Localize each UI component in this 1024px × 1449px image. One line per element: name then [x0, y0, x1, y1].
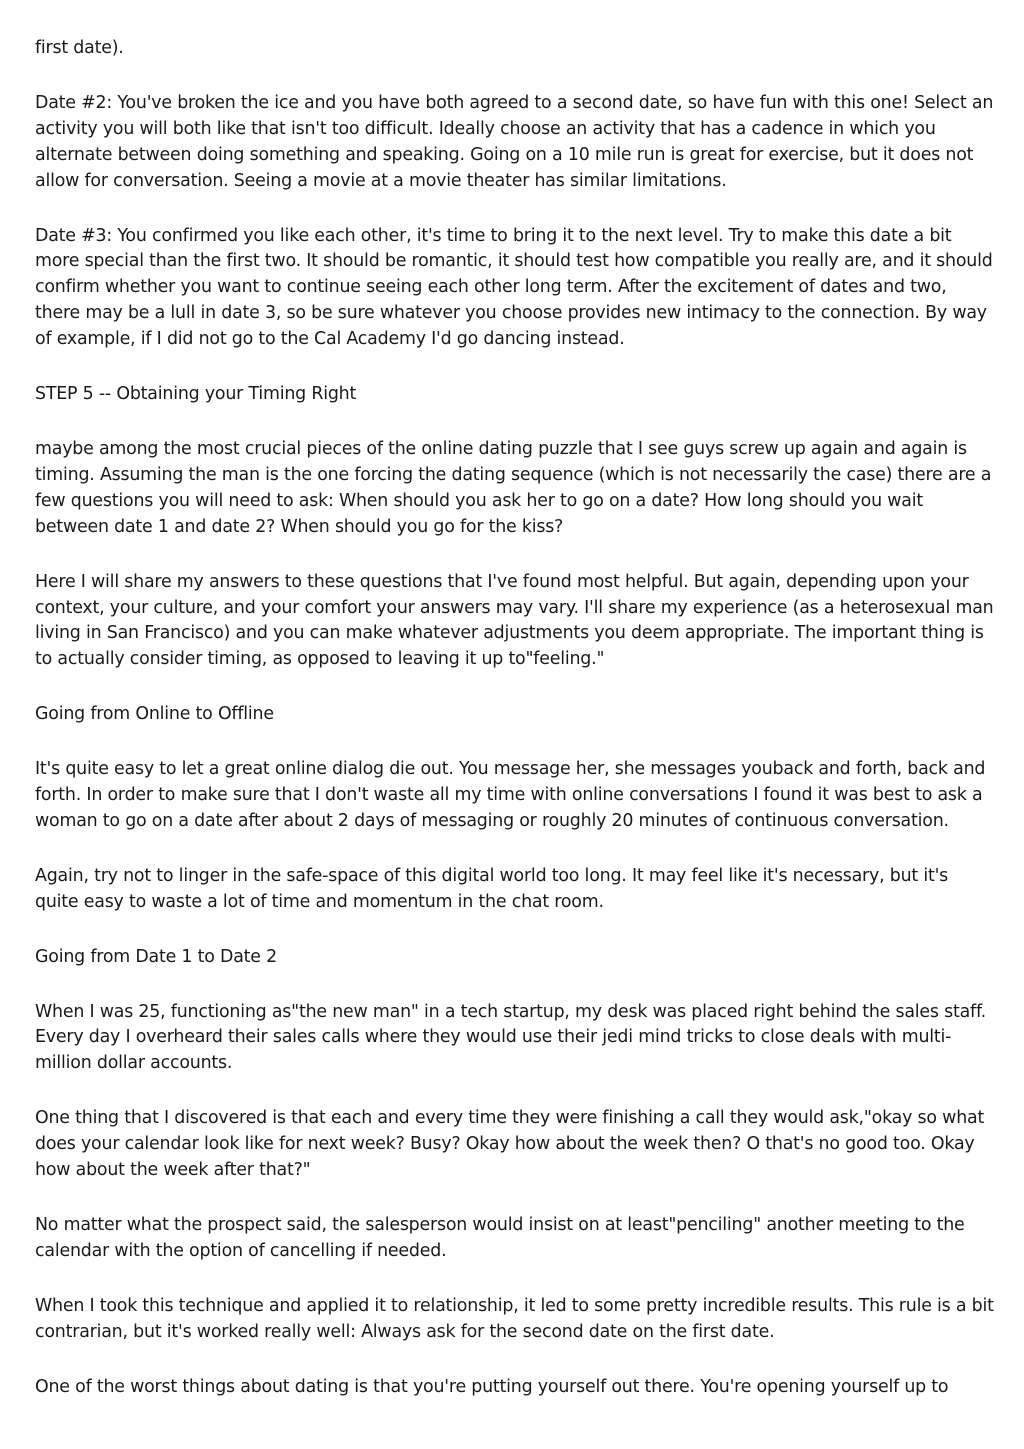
subheading-online-to-offline: Going from Online to Offline — [35, 704, 274, 725]
paragraph-tech-startup: When I was 25, functioning as"the new man" in a tech startup, my desk was placed right behind the sales staff. Every day I overheard their sales calls where they would use their jedi mind tricks to close deals with multi-million dollar accounts. — [35, 1001, 986, 1074]
paragraph-online-dialog: It's quite easy to let a great online dialog die out. You message her, she messages youback and forth, back and forth. In order to make sure that I don't waste all my time with online conversations I found it was best to ask a woman to go on a date after about 2 days of messaging or roughly 20 minutes of continuous conversation. — [35, 759, 986, 831]
document-page — [35, 36, 995, 1430]
paragraph-first-date-end: first date). — [35, 38, 124, 58]
paragraph-penciling: No matter what the prospect said, the salesperson would insist on at least"penciling" another meeting to the calendar with the option of cancelling if needed. — [35, 1215, 965, 1261]
paragraph-linger: Again, try not to linger in the safe-space of this digital world too long. It may feel like it's necessary, but it's quite easy to waste a lot of time and momentum in the chat room. — [35, 865, 949, 912]
subheading-date-1-to-date-2: Going from Date 1 to Date 2 — [35, 946, 277, 967]
paragraph-sales-calls: One thing that I discovered is that each and every time they were finishing a call they would ask,"okay so what does your calendar look like for next week? Busy? Okay how about the week then? O that's no good too. Okay how about the week after that?" — [35, 1108, 985, 1181]
paragraph-technique: When I took this technique and applied it to relationship, it led to some pretty incredible results. This rule is a bit contrarian, but it's worked really well: Always ask for the second date on the first date. — [35, 1295, 994, 1342]
paragraph-timing-intro: maybe among the most crucial pieces of the online dating puzzle that I see guys screw up again and again is timing. Assuming the man is the one forcing the dating sequence (which is not necessarily the case) there are a few questions you will need to ask: When should you ask her to go on a date? How long should you wait between date 1 and date 2? When should you go for the kiss? — [35, 438, 992, 537]
section-heading-step-5: STEP 5 -- Obtaining your Timing Right — [35, 384, 357, 405]
paragraph-date-2: Date #2: You've broken the ice and you have both agreed to a second date, so have fun with this one! Select an activity you will both like that isn't too difficult. Ideally choose an activity that has a cadence in which you alternate between doing something and speaking. Going on a 10 mile run is great for exercise, but it does not allow for conversation. Seeing a movie at a movie theater has similar limitations. — [35, 92, 994, 191]
paragraph-answers: Here I will share my answers to these questions that I've found most helpful. But again, depending upon your context, your culture, and your comfort your answers may vary. I'll share my experience (as a heterosexual man living in San Francisco) and you can make whatever adjustments you deem appropriate. The important thing is to actually consider timing, as opposed to leaving it up to"feeling." — [35, 571, 994, 670]
paragraph-date-3: Date #3: You confirmed you like each other, it's time to bring it to the next level. Try to make this date a bit more special than the first two. It should be romantic, it should test how compatible you really are, and it should confirm whether you want to continue seeing each other long term. After the excitement of dates and two, there may be a lull in date 3, so be sure whatever you choose provides new intimacy to the connection. By way of example, if I did not go to the Cal Academy I'd go dancing instead. — [35, 225, 993, 350]
paragraph-worst-things: One of the worst things about dating is that you're putting yourself out there. You're opening yourself up to — [35, 1376, 949, 1397]
